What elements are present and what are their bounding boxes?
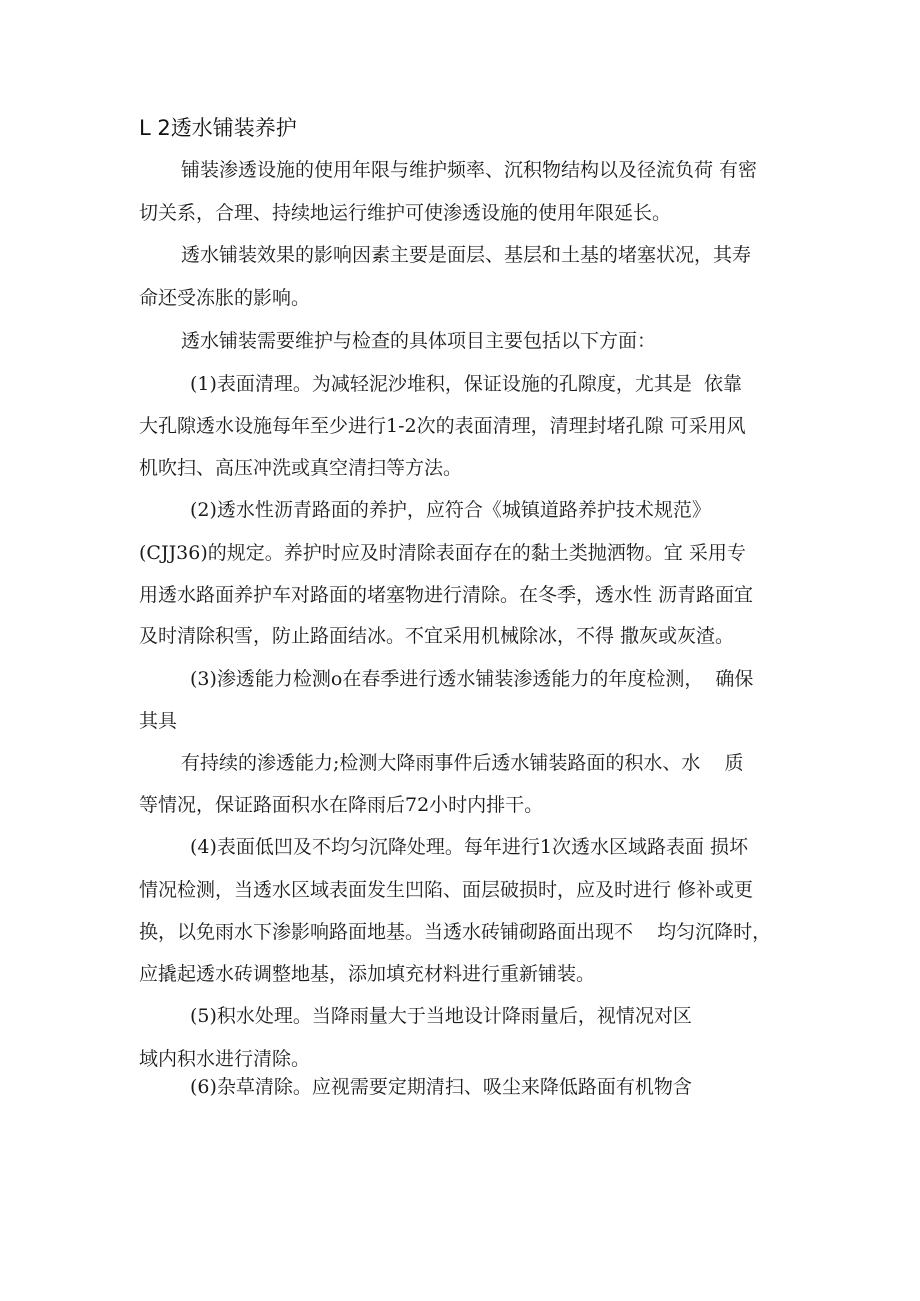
list-item-line: 及时清除积雪，防止路面结冰。不宜采用机械除冰，不得 撒灰或灰渣。 [139,625,735,647]
list-item-line: 机吹扫、高压冲洗或真空清扫等方法。 [139,457,463,479]
list-item-line: 应撬起透水砖调整地基，添加填充材料进行重新铺装。 [139,963,596,985]
list-item-line: (5)积水处理。当降雨量大于当地设计降雨量后，视情况对区 [190,1005,692,1027]
list-item-line: 大孔隙透水设施每年至少进行1-2次的表面清理，清理封堵孔隙 可采用风 [139,415,746,437]
list-item-line: (1)表面清理。为减轻泥沙堆积，保证设施的孔隙度，尤其是 依靠 [190,373,742,395]
list-item-line: 等情况，保证路面积水在降雨后72小时内排干。 [139,794,544,816]
list-item-line: (4)表面低凹及不均匀沉降处理。每年进行1次透水区域路表面 损坏 [190,836,749,858]
list-item-line: 有持续的渗透能力;检测大降雨事件后透水铺装路面的积水、水 质 [181,752,744,774]
list-item-line: (CJJ36)的规定。养护时应及时清除表面存在的黏土类抛洒物。宜 采用专 [139,542,746,564]
list-item-line: (6)杂草清除。应视需要定期清扫、吸尘来降低路面有机物含 [190,1076,692,1098]
list-item-line: 换，以免雨水下渗影响路面地基。当透水砖铺砌路面出现不 均匀沉降时， [139,921,772,943]
list-item-line: 其具 [139,710,178,732]
list-item-line: 域内积水进行清除。 [139,1048,311,1070]
list-item-line: (3)渗透能力检测o在春季进行透水铺装渗透能力的年度检测， 确保 [190,668,754,690]
section-heading: L 2透水铺装养护 [139,116,297,140]
list-item-line: 用透水路面养护车对路面的堵塞物进行清除。在冬季，透水性 沥青路面宜 [139,584,754,606]
paragraph-line: 透水铺装需要维护与检查的具体项目主要包括以下方面： [181,330,657,352]
list-item-line: 情况检测，当透水区域表面发生凹陷、面层破损时，应及时进行 修补或更 [139,879,754,901]
list-item-line: (2)透水性沥青路面的养护，应符合《城镇道路养护技术规范》 [190,499,711,521]
paragraph-line: 命还受冻胀的影响。 [139,287,311,309]
paragraph-line: 切关系，合理、持续地运行维护可使渗透设施的使用年限延长。 [139,202,672,224]
paragraph-line: 铺装渗透设施的使用年限与维护频率、沉积物结构以及径流负荷 有密 [181,159,758,181]
paragraph-line: 透水铺装效果的影响因素主要是面层、基层和土基的堵塞状况，其寿 [181,244,752,266]
